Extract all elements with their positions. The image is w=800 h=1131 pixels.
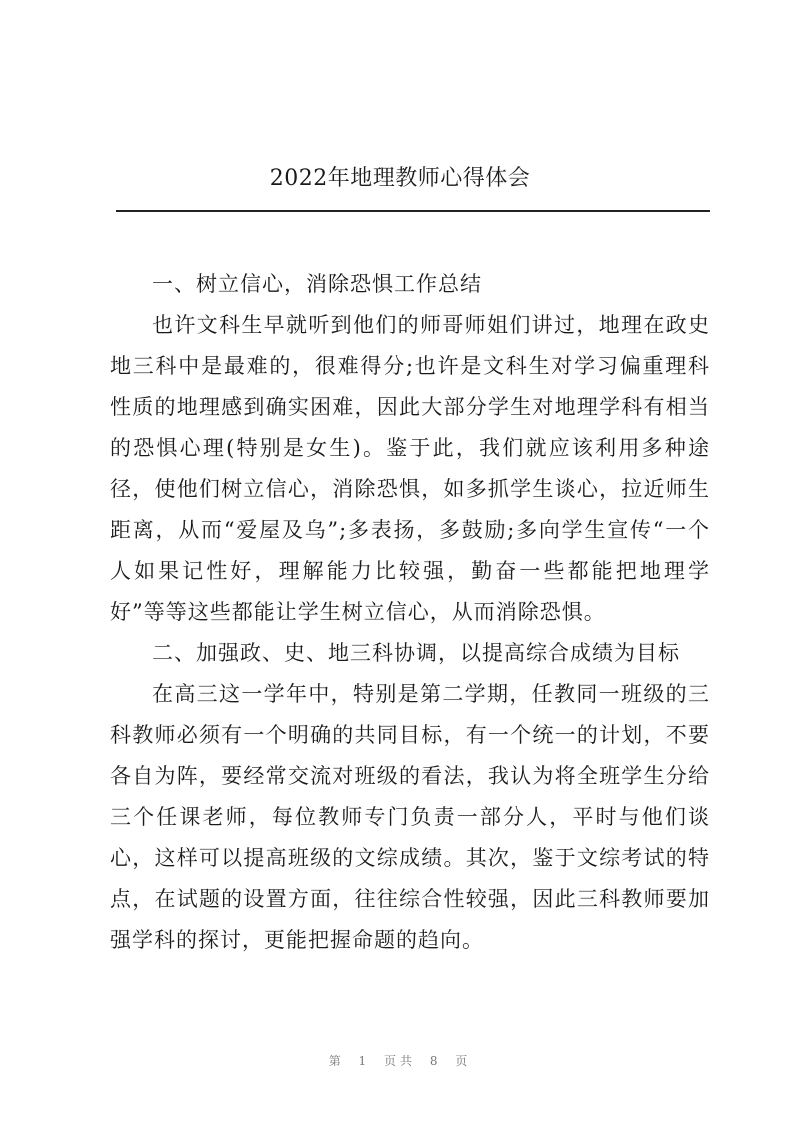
section-paragraph-2: 在高三这一学年中，特别是第二学期，任教同一班级的三科教师必须有一个明确的共同目标，有一个统一的计划，不要各自为阵，要经常交流对班级的看法，我认为将全班学生分给三个任课老师，每位教师专门负责一部分人，平时与他们谈心，这样可以提高班级的文综成绩。其次，鉴于文综考试的特点，在试题的设置方面，往往综合性较强，因此三科教师要加强学科的探讨，更能把握命题的趋向。 [110,682,710,952]
section-heading-2: 二、加强政、史、地三科协调，以提高综合成绩为目标 [152,641,680,665]
title-divider [116,210,710,212]
page-title: 2022年地理教师心得体会 [269,166,531,191]
section-heading-1: 一、树立信心，消除恐惧工作总结 [152,272,482,296]
page-number-footer: 第 1 页共 8 页 [328,1054,472,1068]
section-paragraph-1: 也许文科生早就听到他们的师哥师姐们讲过，地理在政史地三科中是最难的，很难得分;也许是文科生对学习偏重理科性质的地理感到确实困难，因此大部分学生对地理学科有相当的恐惧心理(特别是女生)。鉴于此，我们就应该利用多种途径，使他们树立信心，消除恐惧，如多抓学生谈心，拉近师生距离，从而“爱屋及乌”;多表扬，多鼓励;多向学生宣传“一个人如果记性好，理解能力比较强，勤奋一些都能把地理学好”等等这些都能让学生树立信心，从而消除恐惧。 [110,313,710,624]
document-body [110,264,710,961]
